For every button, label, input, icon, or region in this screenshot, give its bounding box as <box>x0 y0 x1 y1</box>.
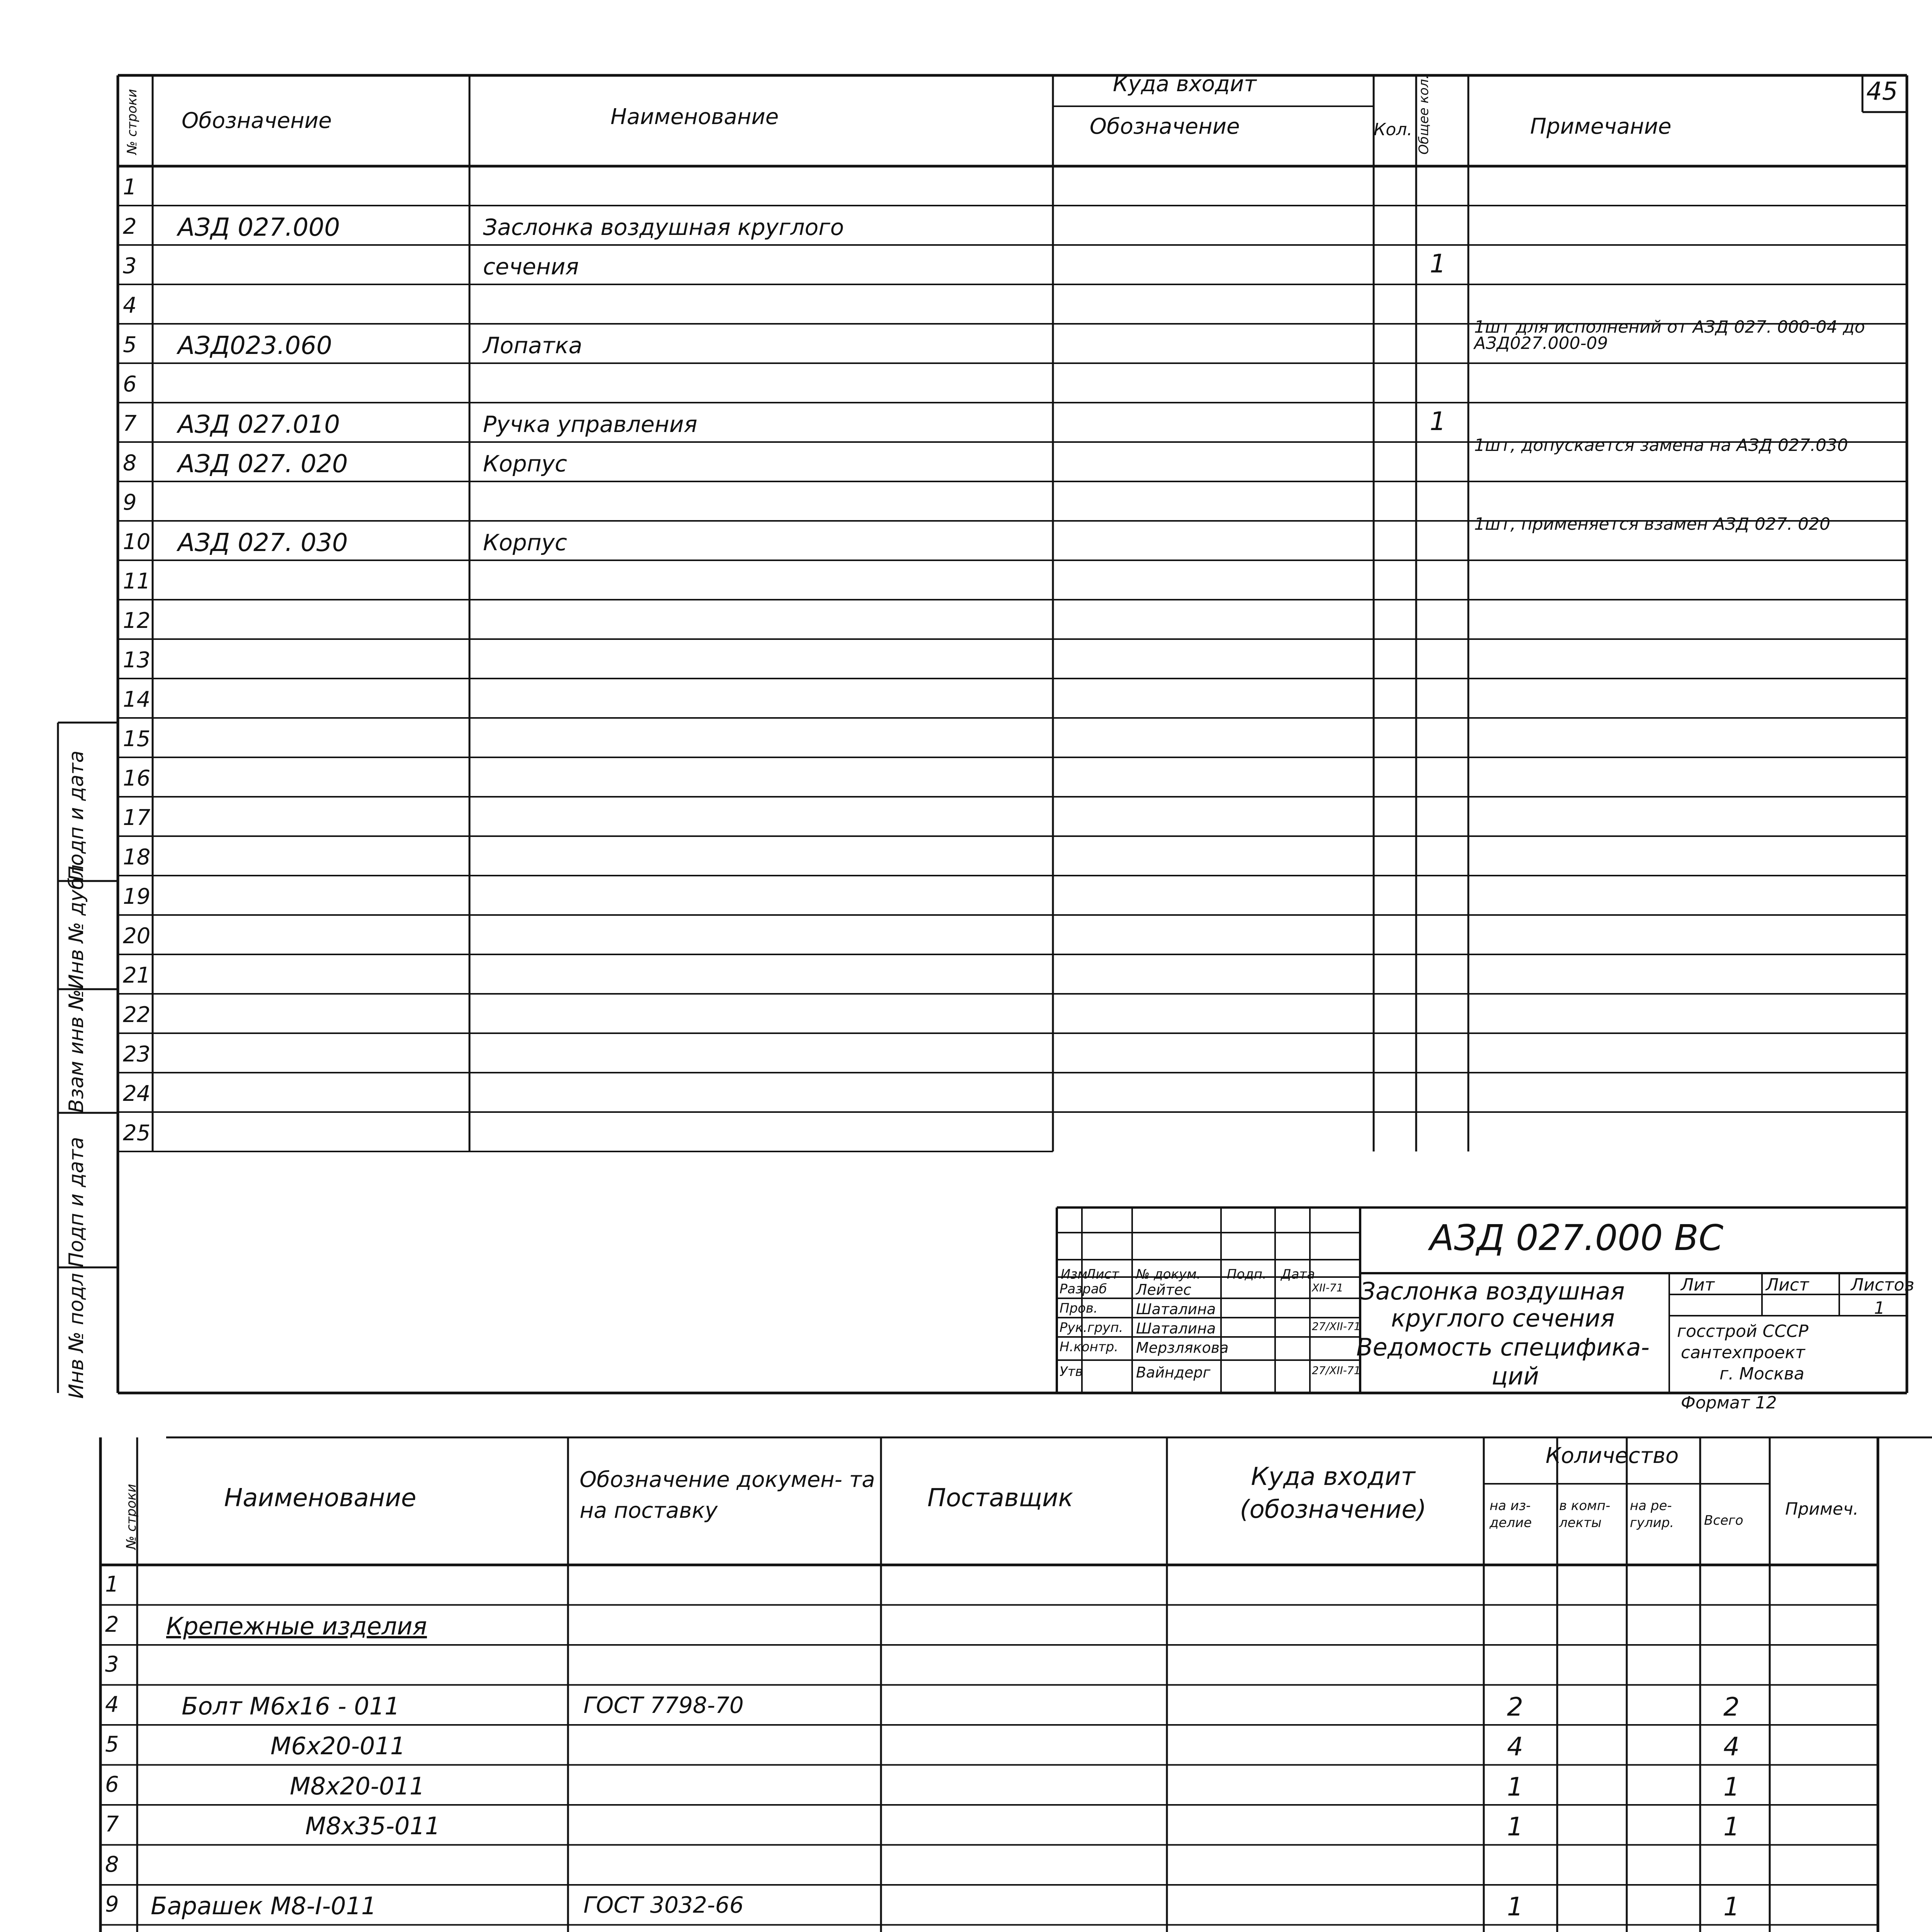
header-name: Наименование <box>611 104 779 129</box>
tb-person-name: Шаталина <box>1136 1320 1216 1337</box>
header-doc: Обозначение докумен- та на поставку <box>580 1467 875 1523</box>
header-row-no: № строки <box>124 1484 139 1549</box>
tb-person-name: Лейтес <box>1136 1281 1192 1298</box>
row-number: 6 <box>105 1772 119 1797</box>
side-label: Инв № дубл. <box>65 858 88 989</box>
row-name: Лопатка <box>483 332 582 359</box>
tb-col-list: Лист <box>1086 1267 1119 1282</box>
tb-role: Рук.груп. <box>1060 1320 1123 1335</box>
row-number: 3 <box>105 1652 119 1677</box>
tb-listov: Листов <box>1851 1275 1915 1295</box>
tb-title-2: круглого сечения <box>1391 1304 1615 1332</box>
header-total-qty: Общее кол. <box>1416 75 1432 155</box>
row-per-item: 4 <box>1507 1732 1523 1762</box>
tb-date: 27/XII-71 <box>1312 1364 1361 1377</box>
tb-date: XII-71 <box>1312 1281 1344 1294</box>
row-number: 1 <box>123 175 137 200</box>
row-total: 2 <box>1723 1692 1740 1722</box>
row-doc: ГОСТ 7798-70 <box>583 1692 744 1718</box>
row-number: 12 <box>123 608 151 633</box>
row-designation: АЗД 027.010 <box>178 410 340 439</box>
row-name: сечения <box>483 253 579 280</box>
row-per-item: 2 <box>1507 1692 1523 1722</box>
row-number: 2 <box>105 1612 119 1637</box>
header-for-reg: на ре- гулир. <box>1630 1498 1674 1531</box>
tb-date: 27/XII-71 <box>1312 1320 1361 1333</box>
tb-org-2: сантехпроект <box>1681 1343 1805 1362</box>
header-row-no: № строки <box>124 89 140 155</box>
header-name: Наименование <box>224 1484 417 1512</box>
row-number: 24 <box>123 1081 151 1106</box>
tb-role: Утв <box>1060 1364 1083 1379</box>
side-label: Инв № подл <box>65 1273 88 1399</box>
header-in-kits: в комп- лекты <box>1559 1498 1611 1531</box>
row-name: Ручка управления <box>483 411 697 437</box>
row-per-item: 1 <box>1507 1892 1523 1922</box>
header-supplier: Поставщик <box>927 1484 1073 1512</box>
row-number: 21 <box>123 963 151 988</box>
row-number: 11 <box>123 569 151 594</box>
tb-lit: Лит <box>1681 1275 1715 1295</box>
tb-col-date: Дата <box>1281 1267 1315 1282</box>
side-label: Подп и дата <box>65 750 88 881</box>
row-designation: АЗД023.060 <box>178 332 332 360</box>
header-kuda-designation: Обозначение <box>1090 114 1240 139</box>
tb-title-4: ций <box>1492 1362 1539 1390</box>
side-label: Взам инв № <box>65 989 88 1113</box>
row-number: 8 <box>105 1852 119 1877</box>
header-note: Примечание <box>1530 114 1672 139</box>
row-number: 5 <box>123 332 137 357</box>
row-number: 4 <box>123 293 137 318</box>
header-designation: Обозначение <box>182 108 332 133</box>
row-doc: ГОСТ 3032-66 <box>583 1892 744 1918</box>
row-name: М8х20-011 <box>290 1772 425 1800</box>
row-number: 2 <box>123 214 137 239</box>
header-kuda-vhodit: Куда входит <box>1113 71 1257 97</box>
header-total: Всего <box>1704 1513 1743 1528</box>
row-name: Корпус <box>483 451 567 477</box>
row-number: 7 <box>123 411 137 436</box>
tb-role: Разраб <box>1060 1281 1107 1297</box>
row-number: 14 <box>123 687 151 712</box>
tb-title-3: Ведомость специфика- <box>1356 1333 1650 1361</box>
row-name: М8х35-011 <box>305 1812 440 1840</box>
row-number: 13 <box>123 648 151 673</box>
header-per-item: на из- делие <box>1490 1498 1532 1531</box>
tb-person-name: Шаталина <box>1136 1301 1216 1318</box>
tb-org-3: г. Москва <box>1719 1364 1804 1384</box>
page-number: 45 <box>1866 77 1898 106</box>
row-number: 17 <box>123 805 151 830</box>
row-number: 9 <box>123 490 137 515</box>
tb-col-sign: Подп. <box>1227 1267 1267 1282</box>
row-number: 3 <box>123 253 137 279</box>
row-total: 1 <box>1723 1892 1740 1922</box>
row-number: 16 <box>123 766 151 791</box>
tb-format: Формат 12 <box>1681 1393 1777 1413</box>
header-quantity: Количество <box>1546 1443 1679 1468</box>
row-total-qty: 1 <box>1430 249 1446 279</box>
row-number: 25 <box>123 1121 151 1146</box>
row-name: М6х20-011 <box>270 1732 406 1760</box>
row-total: 1 <box>1723 1772 1740 1802</box>
row-name: Заслонка воздушная круглого <box>483 214 844 240</box>
row-number: 4 <box>105 1692 119 1717</box>
row-name: Болт М6х16 - 011 <box>182 1692 400 1720</box>
row-number: 23 <box>123 1042 151 1067</box>
tb-person-name: Вайндерг <box>1136 1364 1211 1381</box>
row-number: 18 <box>123 845 151 870</box>
row-number: 19 <box>123 884 151 909</box>
row-designation: АЗД 027.000 <box>178 213 340 242</box>
row-note: 1шт, допускается замена на АЗД 027.030 <box>1474 435 1848 455</box>
tb-listov-value: 1 <box>1874 1298 1885 1318</box>
tb-org-1: госстрой СССР <box>1677 1321 1809 1341</box>
tb-person-name: Мерзлякова <box>1136 1339 1229 1356</box>
row-total-qty: 1 <box>1430 406 1446 436</box>
row-designation: АЗД 027. 030 <box>178 529 348 557</box>
tb-role: Н.контр. <box>1060 1339 1119 1355</box>
document-code: АЗД 027.000 ВС <box>1430 1217 1724 1259</box>
row-name: Крепежные изделия <box>166 1612 427 1640</box>
row-name: Корпус <box>483 529 567 556</box>
row-number: 15 <box>123 726 151 752</box>
row-number: 7 <box>105 1812 119 1837</box>
row-number: 1 <box>105 1572 119 1597</box>
row-total: 1 <box>1723 1812 1740 1842</box>
row-number: 10 <box>123 529 151 554</box>
row-name: Барашек М8-I-011 <box>151 1892 377 1920</box>
side-label: Подп и дата <box>65 1137 88 1267</box>
row-number: 6 <box>123 372 137 397</box>
row-number: 5 <box>105 1732 119 1757</box>
tb-col-izm: Изм <box>1061 1267 1088 1282</box>
row-designation: АЗД 027. 020 <box>178 450 348 478</box>
row-per-item: 1 <box>1507 1812 1523 1842</box>
header-qty: Кол. <box>1374 120 1413 139</box>
row-total: 4 <box>1723 1732 1740 1762</box>
tb-title-1: Заслонка воздушная <box>1360 1277 1625 1305</box>
row-number: 20 <box>123 923 151 949</box>
header-kuda: Куда входит (обозначение) <box>1240 1463 1427 1524</box>
row-note: 1шт, применяется взамен АЗД 027. 020 <box>1474 514 1830 534</box>
header-note: Примеч. <box>1785 1499 1859 1519</box>
tb-role: Пров. <box>1060 1301 1098 1316</box>
row-number: 8 <box>123 451 137 476</box>
row-note: 1шт для исполнений от АЗД 027. 000-04 до АЗД027.000-09 <box>1474 317 1865 353</box>
row-per-item: 1 <box>1507 1772 1523 1802</box>
row-number: 9 <box>105 1892 119 1917</box>
row-number: 22 <box>123 1002 151 1027</box>
tb-col-doc: № докум. <box>1136 1267 1201 1282</box>
tb-list: Лист <box>1766 1275 1809 1295</box>
